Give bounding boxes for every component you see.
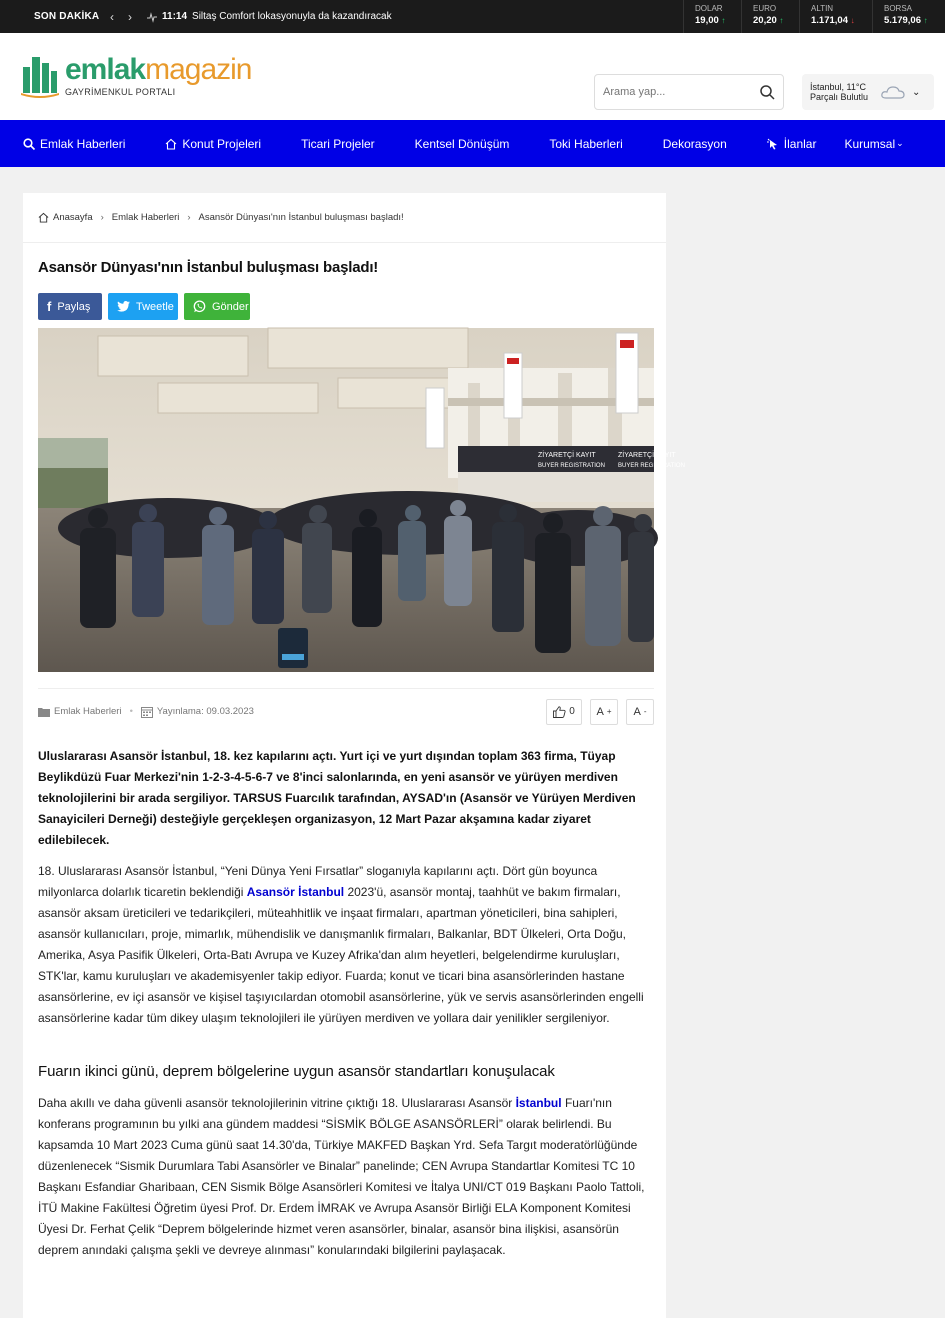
nav-item-ilanlar[interactable] <box>767 137 817 151</box>
whatsapp-icon <box>193 300 206 313</box>
logo-word-1: emlak <box>65 53 146 86</box>
twitter-icon <box>117 301 130 312</box>
nav-item-kentsel-donusum[interactable] <box>415 137 510 151</box>
home-icon <box>38 212 49 223</box>
meta-category-label: Emlak Haberleri <box>54 706 122 717</box>
market-value: 5.179,06 <box>884 15 921 26</box>
top-ticker-bar <box>0 0 945 33</box>
breadcrumb-current: Asansör Dünyası'nın İstanbul buluşması başladı! <box>198 212 404 223</box>
meta-category[interactable] <box>38 706 122 717</box>
weather-condition: Parçalı Bulutlu <box>810 92 869 102</box>
weather-widget[interactable] <box>802 74 934 110</box>
cloud-icon <box>880 84 906 100</box>
breaking-news-label: SON DAKİKA <box>34 11 100 22</box>
home-icon <box>165 138 177 150</box>
arrow-down-icon: ↓ <box>850 16 855 25</box>
chevron-left-icon: ‹ <box>110 9 114 24</box>
nav-item-ticari-projeler[interactable] <box>301 137 375 151</box>
search-icon[interactable] <box>759 84 775 100</box>
sign-text-4: BUYER REGISTRATION <box>618 463 685 469</box>
site-header <box>0 33 945 120</box>
search-box <box>594 74 784 110</box>
nav-label: Kentsel Dönüşüm <box>414 136 510 151</box>
article-paragraph-2 <box>38 1093 648 1261</box>
font-increase-button[interactable] <box>590 699 618 725</box>
market-borsa[interactable] <box>872 0 945 33</box>
twitter-share-button[interactable] <box>108 293 178 320</box>
market-name: BORSA <box>884 4 913 13</box>
meta-published <box>141 706 254 718</box>
chevron-down-icon: ⌄ <box>896 138 904 148</box>
nav-label: Emlak Haberleri <box>40 136 126 151</box>
paragraph-text: 2023'ü, asansör montaj, taahhüt ve bakım firmaları, asansör aksam üreticileri ve tedarikçileri, müteahhitlik ve inşaat firmaları, apartman yöneticileri, bina sahipleri, asansör kullanıcıları, proje, mimarlık, mühendislik ve danışmanlık firmaları, Balkanlar, BDT Ülkeleri, Orta Doğu, Amerika, Asya Pasifik Ülkeleri, Orta-Batı Avrupa ve Kuzey Afrika'dan alım heyetleri, belgelendirme kuruluşları, STK'lar, kamu kuruluşları ve akademisyenler takip ediyor. Fuarda; konut ve ticari bina asansörlerinden hastane asansörlerine, ev içi asansör ve kişisel taşıyıcılardan otomobil asansörlerine, yük ve servis asansörlerinden engelli asansörlerine kadar tüm dikey ulaşım teknolojileri ile yürüyen merdiven ve yollara dair yenilikler sergileniyor. <box>38 885 644 1025</box>
font-decrease-label: A <box>633 705 641 718</box>
article-subheading: Fuarın ikinci günü, deprem bölgelerine uygun asansör standartları konuşulacak <box>38 1063 555 1080</box>
site-logo[interactable] <box>21 53 251 97</box>
facebook-share-label: Paylaş <box>57 300 91 313</box>
paragraph-text: Fuarı'nın konferans programının bu yılki ana gündem maddesi “SİSMİK BÖLGE ASANSÖRLERİ” olarak belirlendi. Bu kapsamda 10 Mart 2023 Cuma günü saat 14.30'da, Türkiye MAKFED Başkan Yrd. Sefa Targıt moderatörlüğünde düzenlenecek “Sismik Durumlara Tabi Asansörler ve Binalar” panelinde; CEN Avrupa Standartlar Komitesi TC 10 Başkanı Esfandiar Gharibaan, CEN Sismik Bölge Asansörleri Komitesi ve İtalya UNI/CT 019 Başkanı Paolo Tattoli, İTÜ Makine Fakültesi Öğretim üyesi Prof. Dr. Erdem İMRAK ve Avrupa Asansör Birliği ELA Komponent Komitesi Üyesi Dr. Ferhat Çelik “Deprem bölgelerinde hizmet veren asansörler, binalar, asansör bina ilişkisi, asansörün deprem anındaki çalışma şekli ve devreye alınması” konularındaki bilgilerini paylaşacak. <box>38 1096 645 1257</box>
meta-published-label: Yayınlama: 09.03.2023 <box>156 706 254 717</box>
share-buttons <box>38 293 250 320</box>
facebook-icon: f <box>47 299 52 314</box>
market-name: DOLAR <box>695 4 723 13</box>
font-increase-label: A <box>596 705 604 718</box>
market-euro[interactable] <box>741 0 799 33</box>
logo-word-2: magazin <box>145 53 252 86</box>
nav-label: Dekorasyon <box>662 136 727 151</box>
pulse-icon <box>147 12 157 22</box>
facebook-share-button[interactable] <box>38 293 102 320</box>
folder-icon <box>38 707 50 717</box>
article-meta <box>38 688 654 734</box>
article-title: Asansör Dünyası'nın İstanbul buluşması başladı! <box>38 259 379 276</box>
search-input[interactable] <box>603 86 759 98</box>
main-nav <box>0 120 945 167</box>
article-lead: Uluslararası Asansör İstanbul, 18. kez kapılarını açtı. Yurt içi ve yurt dışından toplam 363 firma, Tüyap Beylikdüzü Fuar Merkezi'nin 1-2-3-4-5-6-7 ve 8'inci salonlarında, en yeni asansör ve yürüyen merdiven teknolojilerini bir arada sergiliyor. TARSUS Fuarcılık tarafından, AYSAD'ın (Asansör ve Yürüyen Merdiven Sanayicileri Derneği) desteğiyle gerçekleşen organizasyon, 12 Mart Pazar akşamına kadar ziyaret edilebilecek. <box>38 749 636 847</box>
sign-text-1: ZİYARETÇİ KAYIT <box>538 452 596 459</box>
ticker-time: 11:14 <box>162 11 188 22</box>
chevron-down-icon[interactable]: ⌄ <box>912 86 921 98</box>
nav-item-toki-haberleri[interactable] <box>549 137 622 151</box>
ticker-headline: Siltaş Comfort lokasyonuyla da kazandıracak <box>192 11 392 22</box>
arrow-up-icon: ↑ <box>779 16 784 25</box>
nav-label: İlanlar <box>783 136 817 151</box>
calendar-icon <box>141 706 153 718</box>
article-card <box>23 193 685 1318</box>
nav-item-emlak-haberleri[interactable] <box>23 137 125 151</box>
fair-hall-image <box>38 328 685 672</box>
ticker-item[interactable] <box>147 11 683 22</box>
paragraph-text: Daha akıllı ve daha güvenli asansör teknolojilerinin vitrine çıktığı 18. Uluslararası Asansör <box>38 1096 516 1110</box>
market-value: 20,20 <box>753 15 777 26</box>
market-value: 1.171,04 <box>811 15 848 26</box>
market-name: ALTIN <box>811 4 834 13</box>
search-icon <box>23 138 35 150</box>
logo-buildings-icon <box>21 53 59 97</box>
breadcrumb-home[interactable]: Anasayfa <box>53 212 93 223</box>
ticker-prev-button[interactable] <box>103 0 121 33</box>
twitter-share-label: Tweetle <box>136 300 174 313</box>
thumbs-up-icon <box>553 706 566 718</box>
nav-item-kurumsal[interactable] <box>844 137 903 151</box>
minus-icon: - <box>643 707 647 716</box>
chevron-right-icon: › <box>128 9 132 24</box>
breadcrumb <box>23 193 666 243</box>
font-decrease-button[interactable] <box>626 699 654 725</box>
market-name: EURO <box>753 4 777 13</box>
nav-label: Toki Haberleri <box>549 136 623 151</box>
paragraph-text: 18. Uluslararası Asansör İstanbul, “Yeni Dünya Yeni Fırsatlar” sloganıyla kapılarını açtı. Dört gün boyunca milyonlarca dolarlık ticaretin beklendiği <box>38 864 598 899</box>
nav-item-konut-projeleri[interactable] <box>165 137 261 151</box>
nav-item-dekorasyon[interactable] <box>663 137 727 151</box>
arrow-up-icon: ↑ <box>721 16 726 25</box>
arrow-up-icon: ↑ <box>923 16 928 25</box>
ticker-next-button[interactable] <box>121 0 139 33</box>
chevron-right-icon: › <box>100 212 104 223</box>
whatsapp-share-label: Gönder <box>212 300 249 313</box>
article-photo <box>38 328 685 672</box>
like-button[interactable] <box>546 699 582 725</box>
weather-city: İstanbul, 11°C <box>810 82 866 92</box>
market-rates <box>683 0 945 33</box>
article-paragraph-1 <box>38 861 650 1029</box>
logo-tagline: GAYRİMENKUL PORTALI <box>65 87 176 97</box>
nav-label: Kurumsal <box>844 136 896 151</box>
whatsapp-share-button[interactable] <box>184 293 250 320</box>
market-dolar[interactable] <box>683 0 741 33</box>
plus-icon: + <box>606 707 612 716</box>
tag-link-istanbul[interactable]: İstanbul <box>515 1096 562 1110</box>
tag-link-asansor-istanbul[interactable]: Asansör İstanbul <box>246 885 345 899</box>
sign-text-3: ZİYARETÇİ KAYIT <box>618 452 676 459</box>
nav-label: Konut Projeleri <box>182 136 262 151</box>
nav-label: Ticari Projeler <box>301 136 375 151</box>
cursor-icon <box>767 138 779 150</box>
market-altin[interactable] <box>799 0 872 33</box>
chevron-right-icon: › <box>187 212 191 223</box>
breadcrumb-category[interactable]: Emlak Haberleri <box>111 212 180 223</box>
market-value: 19,00 <box>695 15 719 26</box>
sign-text-2: BUYER REGISTRATION <box>538 463 605 469</box>
meta-separator: • <box>129 706 133 717</box>
like-count: 0 <box>569 706 575 717</box>
